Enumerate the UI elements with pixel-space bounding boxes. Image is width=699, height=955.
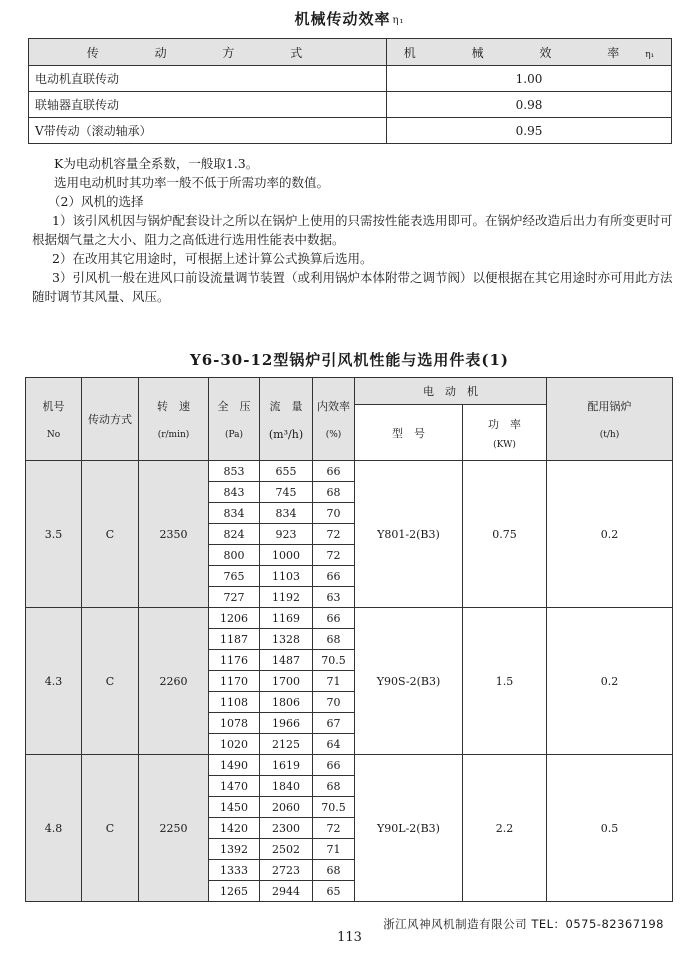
header-pressure <box>209 378 260 461</box>
header-speed-unit: (r/min) <box>157 430 190 440</box>
eff-cell: 72 <box>313 545 355 566</box>
eff-cell: 68 <box>313 629 355 650</box>
eff-cell: 71 <box>313 671 355 692</box>
header-no-en: No <box>46 430 61 440</box>
header-pressure-label: 全 压 <box>217 400 251 413</box>
pressure-cell: 1265 <box>209 881 260 902</box>
table-row <box>26 755 673 776</box>
eff-cell: 67 <box>313 713 355 734</box>
performance-title: Y6-30-12型锅炉引风机性能与选用件表(1) <box>190 351 509 369</box>
drive-cell: C <box>82 608 139 755</box>
paragraph: （2）风机的选择 <box>48 194 144 209</box>
pressure-cell: 1020 <box>209 734 260 755</box>
header-no <box>26 378 82 461</box>
drive-cell: C <box>82 755 139 902</box>
pressure-cell: 824 <box>209 524 260 545</box>
efficiency-table <box>28 38 672 144</box>
flow-cell: 2723 <box>260 860 313 881</box>
header-speed <box>139 378 209 461</box>
efficiency-table-header <box>29 39 672 66</box>
paragraph: 1）该引风机因与锅炉配套设计之所以在锅炉上使用的只需按性能表选用即可。在锅炉经改造后出力有所变更时可根据烟气量之大小、阻力之高低进行选用性能表中数据。 <box>32 213 673 247</box>
eff-cell: 68 <box>313 482 355 503</box>
performance-table-body <box>26 461 673 902</box>
header-speed-label: 转 速 <box>157 400 190 413</box>
machine-no-cell: 4.8 <box>26 755 82 902</box>
flow-cell: 1103 <box>260 566 313 587</box>
flow-cell: 2944 <box>260 881 313 902</box>
pressure-cell: 1170 <box>209 671 260 692</box>
flow-cell: 1840 <box>260 776 313 797</box>
flow-cell: 1806 <box>260 692 313 713</box>
eff-cell: 66 <box>313 461 355 482</box>
pressure-cell: 843 <box>209 482 260 503</box>
eff-cell: 66 <box>313 566 355 587</box>
header-flow-label: 流 量 <box>269 399 303 413</box>
eff-cell: 70.5 <box>313 650 355 671</box>
motor-model-cell: Y801-2(B3) <box>355 461 463 608</box>
pressure-cell: 1078 <box>209 713 260 734</box>
boiler-cell: 0.2 <box>547 461 673 608</box>
flow-cell: 745 <box>260 482 313 503</box>
flow-cell: 1328 <box>260 629 313 650</box>
table-row <box>29 92 672 118</box>
eff-cell: 72 <box>313 818 355 839</box>
pressure-cell: 853 <box>209 461 260 482</box>
pressure-cell: 1176 <box>209 650 260 671</box>
eff-cell: 70 <box>313 692 355 713</box>
mode-cell: 联轴器直联传动 <box>29 92 387 118</box>
pressure-cell: 1187 <box>209 629 260 650</box>
table-row <box>26 608 673 629</box>
pressure-cell: 1470 <box>209 776 260 797</box>
header-eff-unit: (%) <box>325 430 342 440</box>
eff-cell: 1.00 <box>387 66 672 92</box>
flow-cell: 1487 <box>260 650 313 671</box>
eff-cell: 70.5 <box>313 797 355 818</box>
eff-cell: 72 <box>313 524 355 545</box>
header-boiler-unit: (t/h) <box>599 430 620 440</box>
pressure-cell: 1333 <box>209 860 260 881</box>
motor-model-cell: Y90L-2(B3) <box>355 755 463 902</box>
drive-cell: C <box>82 461 139 608</box>
pressure-cell: 765 <box>209 566 260 587</box>
pressure-cell: 1392 <box>209 839 260 860</box>
pressure-cell: 727 <box>209 587 260 608</box>
header-eff <box>387 39 672 66</box>
page-number: 113 <box>337 930 362 945</box>
flow-cell: 834 <box>260 503 313 524</box>
eff-cell: 66 <box>313 755 355 776</box>
flow-cell: 655 <box>260 461 313 482</box>
flow-cell: 2300 <box>260 818 313 839</box>
header-eff-label: 内效率 <box>317 400 350 413</box>
flow-cell: 1966 <box>260 713 313 734</box>
company-footer: 浙江风神风机制造有限公司 TEL：0575-82367198 <box>383 917 664 931</box>
eff-cell: 65 <box>313 881 355 902</box>
header-power-unit: (KW) <box>493 439 516 450</box>
mode-cell: 电动机直联传动 <box>29 66 387 92</box>
motor-power-cell: 2.2 <box>463 755 547 902</box>
flow-cell: 1169 <box>260 608 313 629</box>
flow-cell: 2502 <box>260 839 313 860</box>
motor-model-cell: Y90S-2(B3) <box>355 608 463 755</box>
header-eff-text: 机 械 效 率 <box>403 45 646 60</box>
header-boiler-label: 配用锅炉 <box>587 400 632 413</box>
eta-symbol: η₁ <box>392 15 405 26</box>
header-eff <box>313 378 355 461</box>
header-power-label: 功 率 <box>488 417 521 431</box>
eff-cell: 68 <box>313 860 355 881</box>
pressure-cell: 834 <box>209 503 260 524</box>
boiler-cell: 0.2 <box>547 608 673 755</box>
pressure-cell: 1450 <box>209 797 260 818</box>
flow-cell: 923 <box>260 524 313 545</box>
motor-power-cell: 0.75 <box>463 461 547 608</box>
header-boiler <box>547 378 673 461</box>
table-row <box>29 66 672 92</box>
speed-cell: 2260 <box>139 608 209 755</box>
speed-cell: 2350 <box>139 461 209 608</box>
mode-cell: V带传动（滚动轴承） <box>29 118 387 144</box>
pressure-cell: 1206 <box>209 608 260 629</box>
header-pressure-unit: (Pa) <box>224 430 244 440</box>
eff-cell: 63 <box>313 587 355 608</box>
pressure-cell: 1420 <box>209 818 260 839</box>
boiler-cell: 0.5 <box>547 755 673 902</box>
header-motor: 电 动 机 <box>355 378 547 405</box>
flow-cell: 1000 <box>260 545 313 566</box>
header-model: 型 号 <box>355 405 463 461</box>
header-drive: 传动方式 <box>82 378 139 461</box>
header-power <box>463 405 547 461</box>
table-row <box>29 118 672 144</box>
paragraph: 3）引风机一般在进风口前设流量调节装置（或利用锅炉本体附带之调节阀）以便根据在其它用途时亦可用此方法随时调节其风量、风压。 <box>32 270 673 304</box>
header-eta-symbol: η₁ <box>645 49 655 60</box>
paragraph: 选用电动机时其功率一般不低于所需功率的数值。 <box>54 175 330 190</box>
eff-cell: 64 <box>313 734 355 755</box>
table-row <box>26 461 673 482</box>
pressure-cell: 1108 <box>209 692 260 713</box>
efficiency-title-text: 机械传动效率 <box>294 10 391 28</box>
performance-table <box>25 377 673 902</box>
efficiency-title <box>0 8 699 29</box>
paragraph: 2）在改用其它用途时，可根据上述计算公式换算后选用。 <box>52 251 373 266</box>
flow-cell: 2060 <box>260 797 313 818</box>
machine-no-cell: 4.3 <box>26 608 82 755</box>
machine-no-cell: 3.5 <box>26 461 82 608</box>
flow-cell: 1700 <box>260 671 313 692</box>
header-no-label: 机号 <box>42 400 65 413</box>
eff-cell: 71 <box>313 839 355 860</box>
flow-cell: 1192 <box>260 587 313 608</box>
speed-cell: 2250 <box>139 755 209 902</box>
eff-cell: 0.98 <box>387 92 672 118</box>
motor-power-cell: 1.5 <box>463 608 547 755</box>
flow-cell: 1619 <box>260 755 313 776</box>
body-text <box>32 154 677 306</box>
eff-cell: 66 <box>313 608 355 629</box>
pressure-cell: 800 <box>209 545 260 566</box>
paragraph: K为电动机容量全系数，一般取1.3。 <box>54 156 259 171</box>
header-flow <box>260 378 313 461</box>
eff-cell: 70 <box>313 503 355 524</box>
pressure-cell: 1490 <box>209 755 260 776</box>
eff-cell: 0.95 <box>387 118 672 144</box>
header-row <box>26 378 673 405</box>
header-flow-unit: (m³/h) <box>268 427 304 441</box>
eff-cell: 68 <box>313 776 355 797</box>
header-mode: 传 动 方 式 <box>29 39 387 66</box>
flow-cell: 2125 <box>260 734 313 755</box>
